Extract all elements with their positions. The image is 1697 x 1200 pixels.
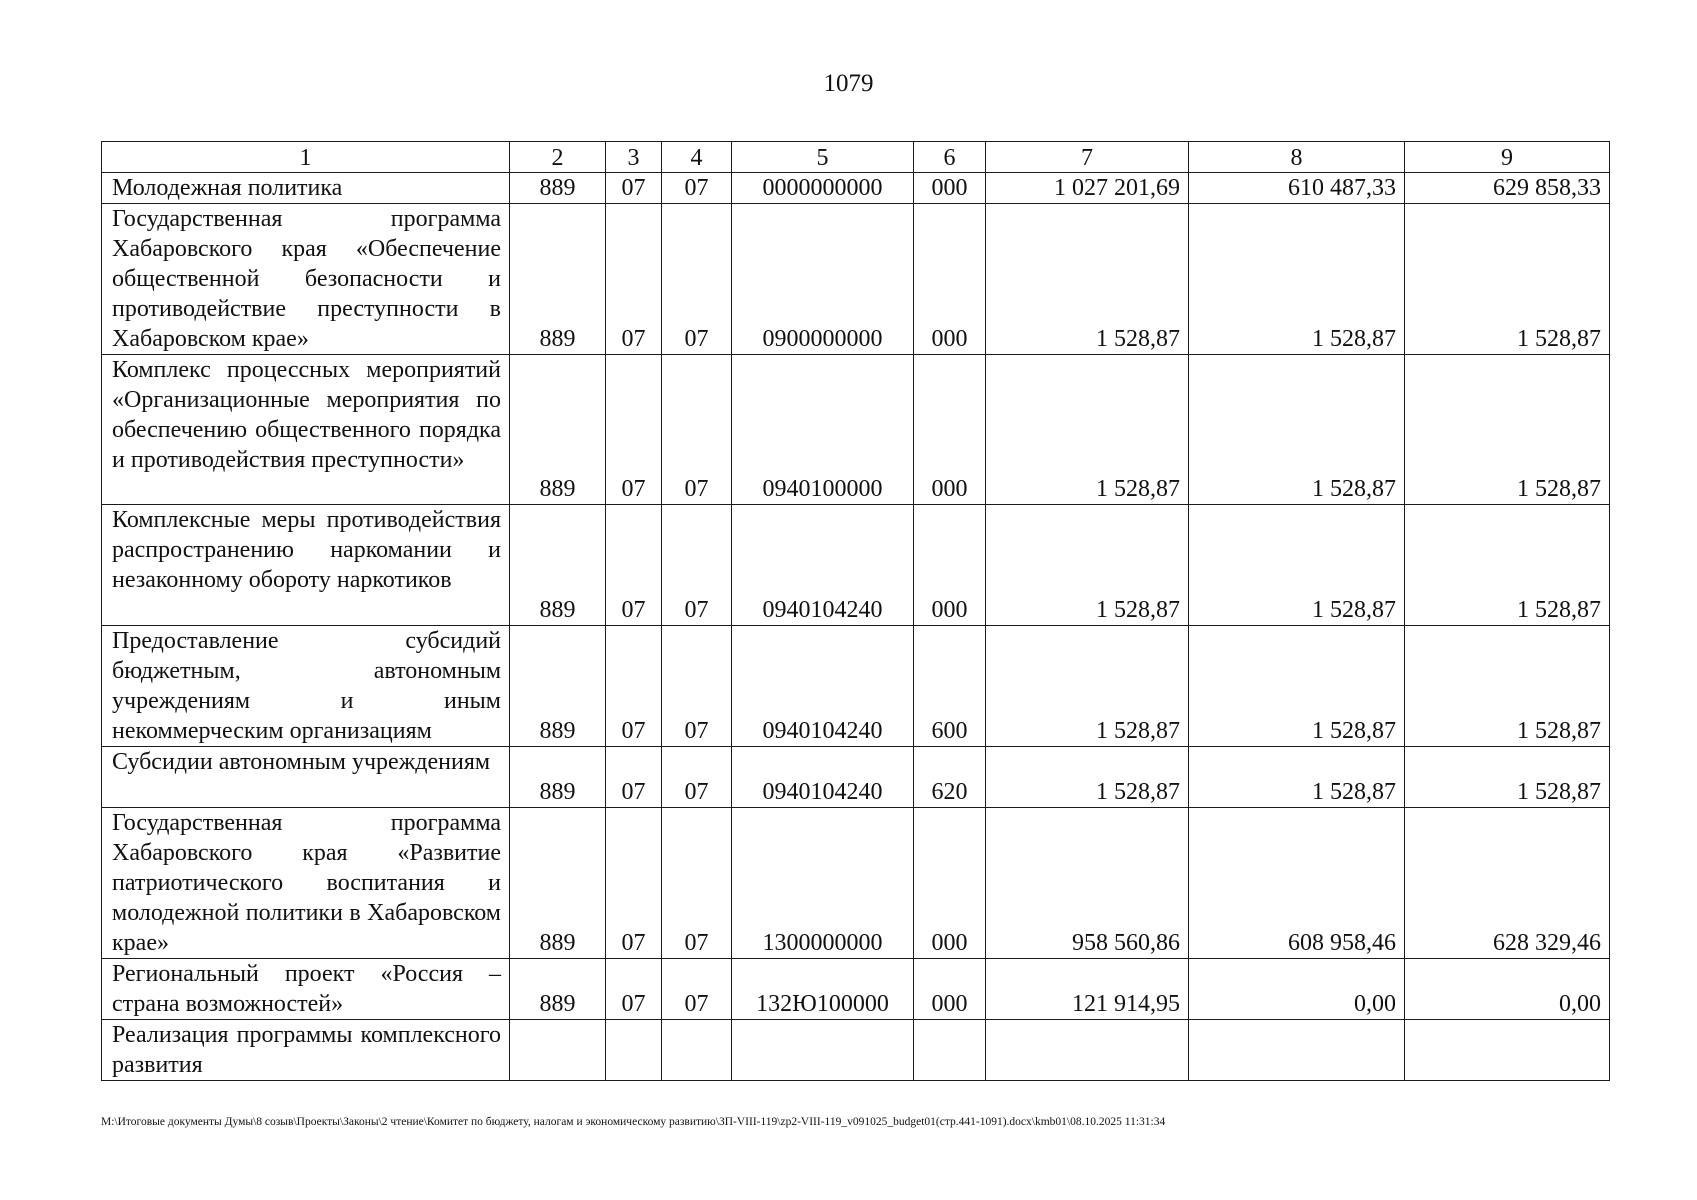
cell-amount-7: 1 528,87 [986, 505, 1189, 626]
cell-target-article: 0900000000 [732, 204, 914, 355]
cell-expense-type: 600 [914, 626, 986, 747]
cell-amount-7: 1 027 201,69 [986, 173, 1189, 204]
cell-amount-8 [1189, 1020, 1405, 1081]
cell-target-article: 0940104240 [732, 626, 914, 747]
cell-expense-type: 000 [914, 173, 986, 204]
cell-target-article: 132Ю100000 [732, 959, 914, 1020]
cell-target-article: 1300000000 [732, 808, 914, 959]
table-row [102, 173, 1610, 204]
table-row [102, 626, 1610, 747]
cell-amount-7 [986, 1020, 1189, 1081]
cell-target-article [732, 1020, 914, 1081]
cell-admin-code: 889 [510, 173, 606, 204]
cell-subsection: 07 [662, 959, 732, 1020]
cell-amount-7: 1 528,87 [986, 204, 1189, 355]
row-name: Государственная программа Хабаровского края «Развитие патриотического воспитания и молодежной политики в Хабаровском крае» [102, 808, 510, 959]
cell-subsection: 07 [662, 505, 732, 626]
cell-admin-code: 889 [510, 747, 606, 808]
row-name: Региональный проект «Россия – страна возможностей» [102, 959, 510, 1020]
cell-expense-type: 000 [914, 959, 986, 1020]
cell-amount-9: 1 528,87 [1405, 747, 1610, 808]
row-name: Комплекс процессных мероприятий «Организационные мероприятия по обеспечению общественного порядка и противодействия преступности» [102, 355, 510, 505]
column-header-7: 7 [986, 142, 1189, 173]
cell-section: 07 [606, 505, 662, 626]
table-row [102, 959, 1610, 1020]
cell-amount-8: 1 528,87 [1189, 355, 1405, 505]
cell-admin-code: 889 [510, 505, 606, 626]
cell-amount-8: 608 958,46 [1189, 808, 1405, 959]
cell-target-article: 0000000000 [732, 173, 914, 204]
cell-expense-type: 000 [914, 355, 986, 505]
cell-target-article: 0940104240 [732, 505, 914, 626]
row-name: Предоставление субсидий бюджетным, автономным учреждениям и иным некоммерческим организациям [102, 626, 510, 747]
row-name: Комплексные меры противодействия распространению наркомании и незаконному обороту наркотиков [102, 505, 510, 626]
cell-amount-8: 1 528,87 [1189, 747, 1405, 808]
cell-amount-8: 0,00 [1189, 959, 1405, 1020]
cell-subsection: 07 [662, 355, 732, 505]
column-header-1: 1 [102, 142, 510, 173]
cell-section: 07 [606, 808, 662, 959]
cell-section: 07 [606, 355, 662, 505]
table-row [102, 808, 1610, 959]
column-header-2: 2 [510, 142, 606, 173]
header-row [102, 142, 1610, 173]
column-header-5: 5 [732, 142, 914, 173]
cell-admin-code: 889 [510, 204, 606, 355]
cell-amount-7: 1 528,87 [986, 747, 1189, 808]
table-row [102, 355, 1610, 505]
column-header-4: 4 [662, 142, 732, 173]
column-header-8: 8 [1189, 142, 1405, 173]
cell-amount-9: 1 528,87 [1405, 505, 1610, 626]
cell-section: 07 [606, 747, 662, 808]
cell-admin-code: 889 [510, 626, 606, 747]
row-name: Государственная программа Хабаровского края «Обеспечение общественной безопасности и противодействие преступности в Хабаровском крае» [102, 204, 510, 355]
cell-subsection [662, 1020, 732, 1081]
column-header-3: 3 [606, 142, 662, 173]
cell-amount-8: 1 528,87 [1189, 505, 1405, 626]
cell-subsection: 07 [662, 808, 732, 959]
cell-section: 07 [606, 173, 662, 204]
row-name: Молодежная политика [102, 173, 510, 204]
column-header-9: 9 [1405, 142, 1610, 173]
cell-amount-7: 1 528,87 [986, 355, 1189, 505]
cell-amount-9: 1 528,87 [1405, 355, 1610, 505]
cell-expense-type: 000 [914, 204, 986, 355]
row-name: Субсидии автономным учреждениям [102, 747, 510, 808]
cell-amount-7: 958 560,86 [986, 808, 1189, 959]
cell-expense-type: 620 [914, 747, 986, 808]
cell-amount-9 [1405, 1020, 1610, 1081]
cell-amount-9: 629 858,33 [1405, 173, 1610, 204]
cell-admin-code: 889 [510, 959, 606, 1020]
cell-subsection: 07 [662, 204, 732, 355]
cell-amount-9: 0,00 [1405, 959, 1610, 1020]
cell-expense-type: 000 [914, 505, 986, 626]
cell-amount-9: 628 329,46 [1405, 808, 1610, 959]
table-row [102, 505, 1610, 626]
cell-amount-8: 1 528,87 [1189, 204, 1405, 355]
cell-section: 07 [606, 959, 662, 1020]
cell-expense-type [914, 1020, 986, 1081]
cell-expense-type: 000 [914, 808, 986, 959]
cell-target-article: 0940100000 [732, 355, 914, 505]
table-row [102, 1020, 1610, 1081]
footer-file-path: M:\Итоговые документы Думы\8 созыв\Проекты\Законы\2 чтение\Комитет по бюджету, налогам и экономическому развитию\ЗП-VIII-119\zp2-VIII-119_v091025_budget01(стр.441-1091).docx\kmb01\08.10.2025 11:31:34 [101, 1116, 1166, 1128]
table-row [102, 747, 1610, 808]
row-name: Реализация программы комплексного развития [102, 1020, 510, 1081]
cell-section: 07 [606, 626, 662, 747]
cell-admin-code [510, 1020, 606, 1081]
cell-amount-7: 1 528,87 [986, 626, 1189, 747]
cell-subsection: 07 [662, 626, 732, 747]
table-row [102, 204, 1610, 355]
cell-amount-9: 1 528,87 [1405, 626, 1610, 747]
column-header-6: 6 [914, 142, 986, 173]
cell-subsection: 07 [662, 747, 732, 808]
cell-amount-8: 1 528,87 [1189, 626, 1405, 747]
page-number: 1079 [823, 70, 874, 97]
cell-subsection: 07 [662, 173, 732, 204]
cell-admin-code: 889 [510, 808, 606, 959]
cell-target-article: 0940104240 [732, 747, 914, 808]
cell-amount-9: 1 528,87 [1405, 204, 1610, 355]
cell-admin-code: 889 [510, 355, 606, 505]
cell-amount-7: 121 914,95 [986, 959, 1189, 1020]
cell-section [606, 1020, 662, 1081]
budget-table [101, 141, 1610, 1081]
cell-amount-8: 610 487,33 [1189, 173, 1405, 204]
cell-section: 07 [606, 204, 662, 355]
